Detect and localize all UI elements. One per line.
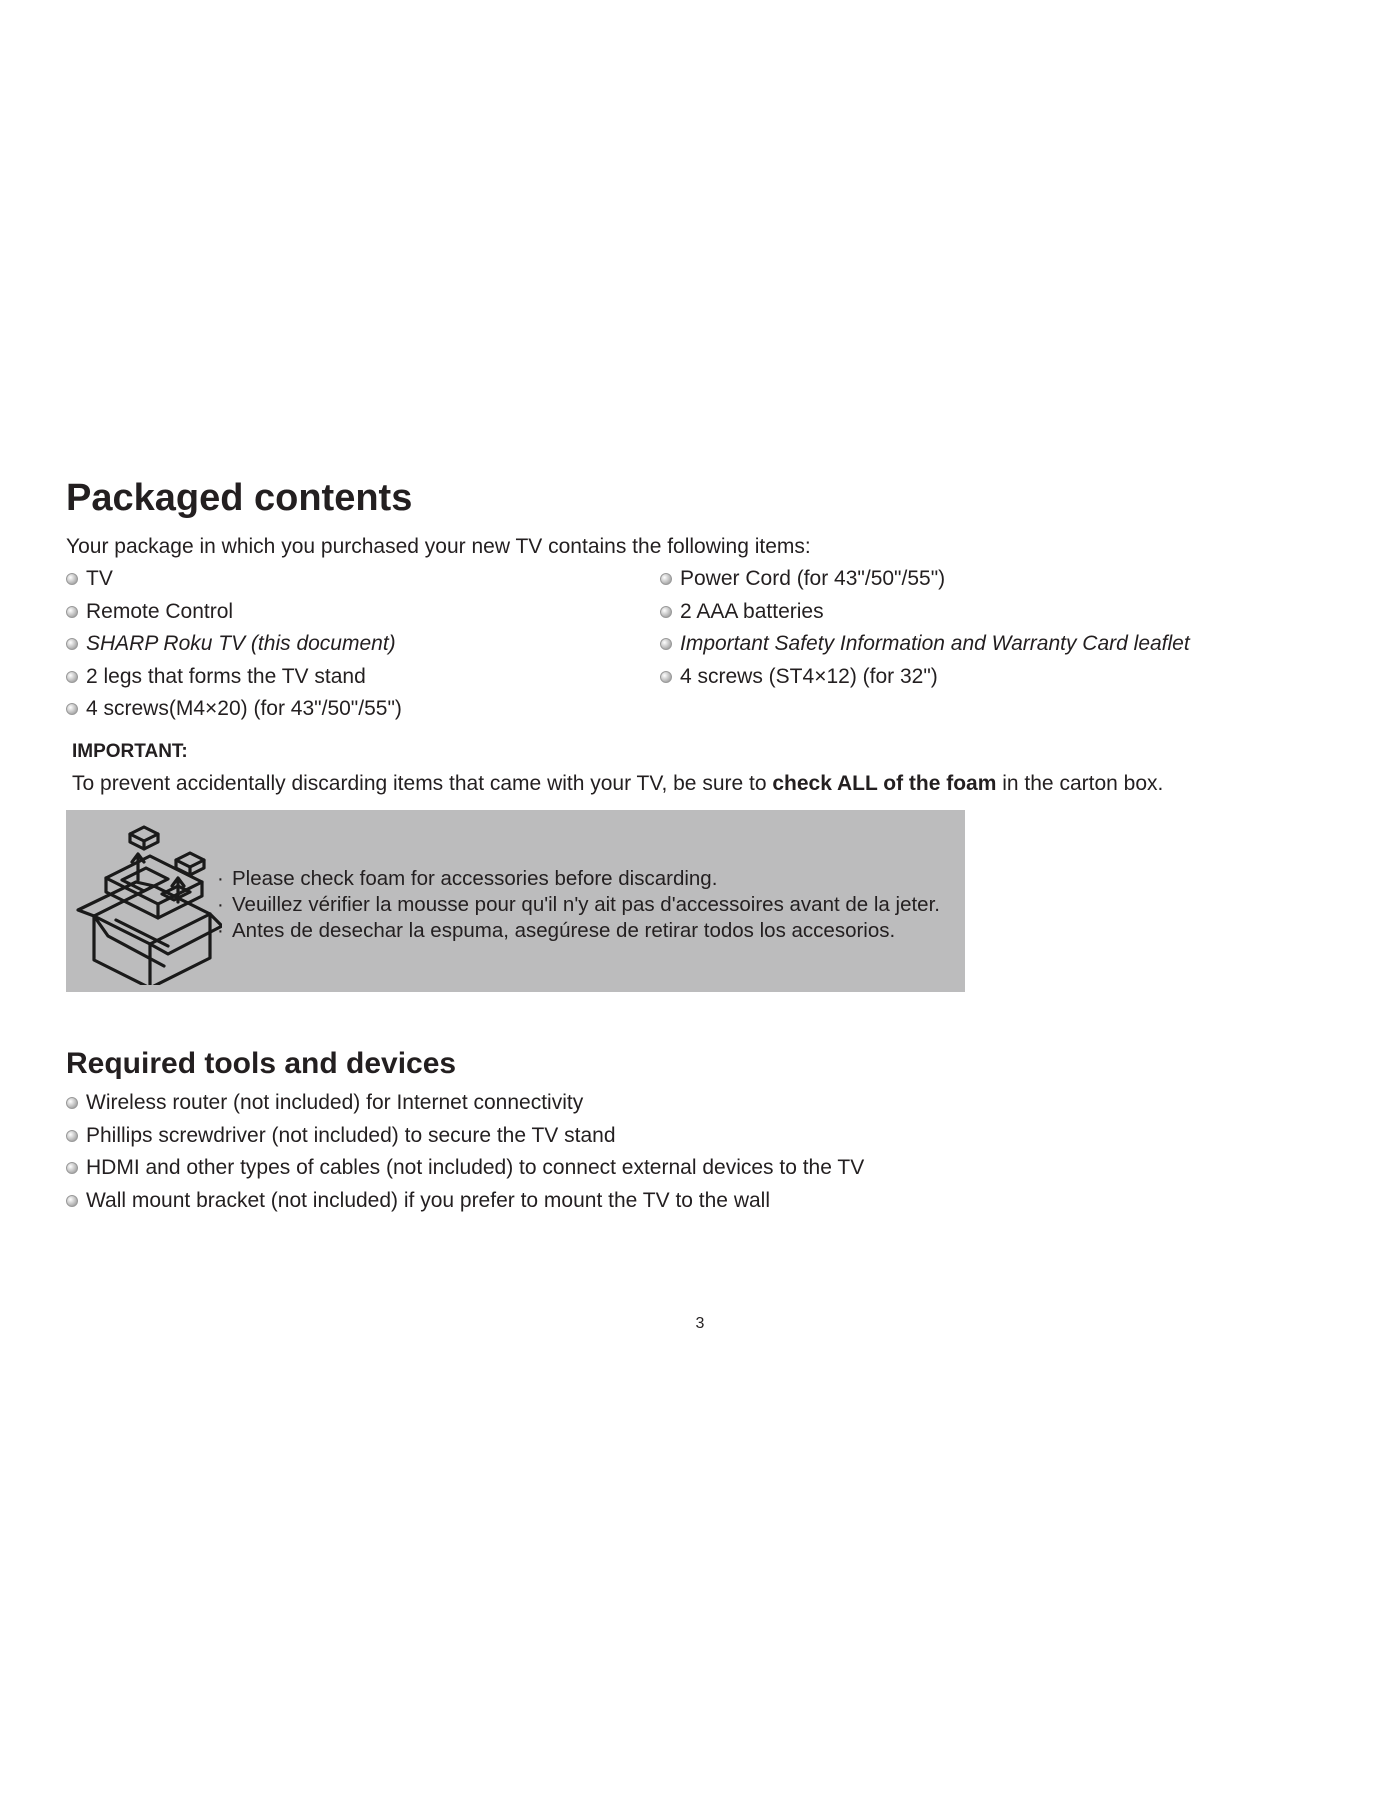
item-text: Wall mount bracket (not included) if you prefer to mount the TV to the wall [86, 1188, 770, 1212]
item-text: Important Safety Information and Warranty Card leaflet [680, 632, 1190, 655]
foam-notice-box [66, 810, 965, 992]
important-text [72, 771, 1163, 797]
item-text: TV [86, 567, 113, 590]
item-text: HDMI and other types of cables (not included) to connect external devices to the TV [86, 1156, 865, 1179]
list-item [660, 599, 1190, 632]
item-text: Power Cord (for 43"/50"/55") [680, 567, 946, 590]
notice-line-text: Antes de desechar la espuma, asegúrese de retirar todos los accesorios. [232, 918, 896, 942]
bullet-icon [66, 671, 78, 683]
list-item [66, 631, 402, 664]
dot-bullet: · [217, 867, 224, 890]
bullet-icon [660, 573, 672, 585]
bullet-icon [66, 703, 78, 715]
dot-bullet: · [217, 892, 224, 916]
list-item [660, 566, 1190, 599]
bullet-icon [66, 1130, 78, 1142]
bullet-icon [660, 638, 672, 650]
list-item [66, 566, 402, 599]
item-text: 2 legs that forms the TV stand [86, 664, 366, 688]
packaged-items-left-list [66, 566, 402, 729]
notice-line-text: Veuillez vérifier la mousse pour qu'il n'y ait pas d'accessoires avant de la jeter. [232, 892, 940, 916]
list-item [660, 631, 1190, 664]
item-text: 4 screws (ST4×12) (for 32") [680, 664, 938, 688]
packaged-contents-heading: Packaged contents [66, 477, 413, 519]
item-text: Wireless router (not included) for Internet connectivity [86, 1091, 584, 1114]
bullet-icon [66, 638, 78, 650]
bullet-icon [66, 606, 78, 618]
bullet-icon [660, 671, 672, 683]
important-label: IMPORTANT: [72, 741, 188, 762]
bullet-icon [66, 573, 78, 585]
important-text-before: To prevent accidentally discarding items that came with your TV, be sure to [72, 772, 773, 795]
item-text: Phillips screwdriver (not included) to secure the TV stand [86, 1123, 616, 1147]
bullet-icon [66, 1195, 78, 1207]
dot-bullet: · [217, 918, 224, 942]
important-text-bold: check ALL of the foam [772, 772, 997, 795]
foam-notice-lines [214, 866, 940, 943]
list-item [66, 599, 402, 632]
list-item [66, 696, 402, 729]
list-item [66, 1155, 864, 1188]
required-tools-heading: Required tools and devices [66, 1047, 457, 1080]
notice-line [214, 892, 940, 918]
page-number: 3 [695, 1315, 705, 1332]
list-item [660, 664, 1190, 697]
list-item [66, 1188, 864, 1221]
item-text: SHARP Roku TV (this document) [86, 632, 396, 655]
required-tools-list [66, 1090, 864, 1220]
list-item [66, 1090, 864, 1123]
item-text: 2 AAA batteries [680, 599, 824, 623]
list-item [66, 664, 402, 697]
important-text-after: in the carton box. [996, 772, 1164, 795]
packaged-contents-intro: Your package in which you purchased your new TV contains the following items: [66, 535, 811, 558]
bullet-icon [660, 606, 672, 618]
packaged-items-right-list [660, 566, 1190, 696]
notice-line-text: Please check foam for accessories before discarding. [232, 867, 718, 890]
list-item [66, 1123, 864, 1156]
bullet-icon [66, 1097, 78, 1109]
notice-line [214, 918, 940, 944]
bullet-icon [66, 1162, 78, 1174]
item-text: Remote Control [86, 599, 234, 623]
item-text: 4 screws(M4×20) (for 43"/50"/55") [86, 697, 402, 720]
notice-line [214, 866, 940, 892]
carton-foam-illustration-icon [72, 820, 222, 985]
